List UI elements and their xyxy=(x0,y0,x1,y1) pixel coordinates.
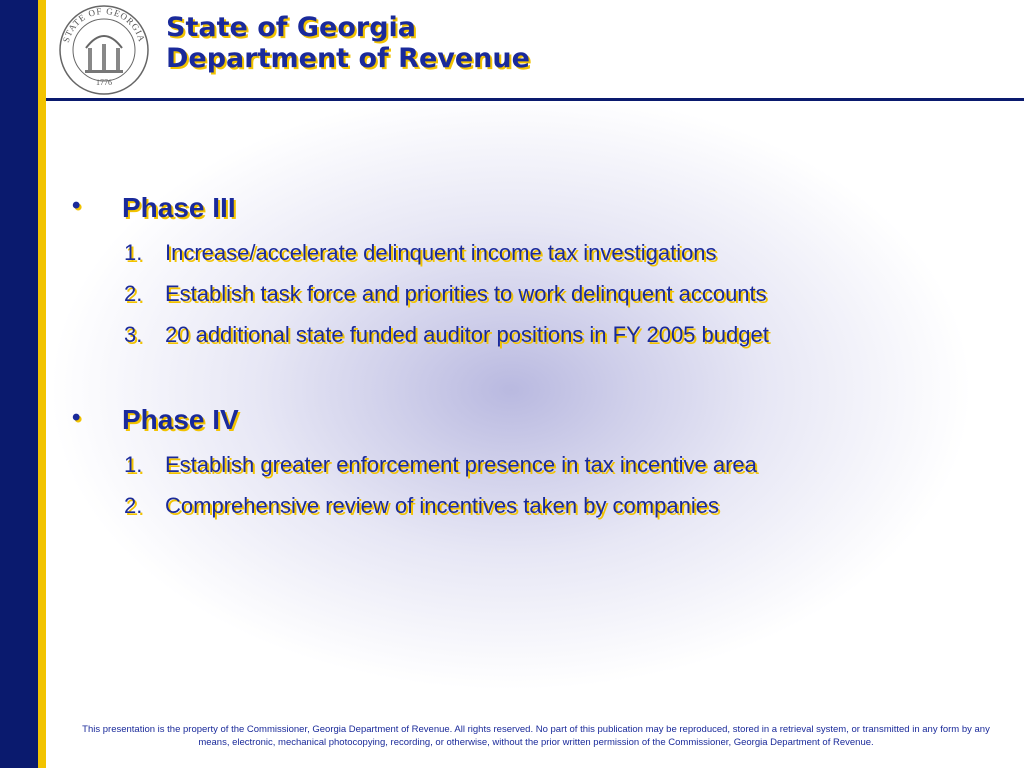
item-text: Comprehensive review of incentives taken by companies xyxy=(165,493,719,518)
page-title xyxy=(166,12,530,74)
phase-heading xyxy=(46,402,1024,446)
svg-text:1776: 1776 xyxy=(96,78,112,87)
copyright-footer xyxy=(66,723,1006,749)
item-number: 1. xyxy=(124,452,143,477)
svg-text:STATE OF GEORGIA: STATE OF GEORGIA xyxy=(60,5,148,44)
phase-title: Phase IV xyxy=(122,404,239,435)
left-gold-bar xyxy=(38,0,46,768)
spacer xyxy=(46,357,1024,402)
georgia-state-seal xyxy=(58,4,150,96)
item-text: 20 additional state funded auditor positions in FY 2005 budget xyxy=(165,322,769,347)
list-item xyxy=(46,234,1024,275)
list-item xyxy=(46,316,1024,357)
header-divider xyxy=(46,98,1024,101)
item-number: 2. xyxy=(124,281,143,306)
title-line-1: State of Georgia xyxy=(166,12,417,43)
item-text: Increase/accelerate delinquent income tax investigations xyxy=(165,240,717,265)
item-number: 1. xyxy=(124,240,143,265)
list-item xyxy=(46,275,1024,316)
item-number: 3. xyxy=(124,322,143,347)
footer-line-1: This presentation is the property of the Commissioner, Georgia Department of Revenue. All rights reserved. No part of this publication may be reproduced, stored in a retrieval system, or transmitted in any form by any xyxy=(82,724,990,735)
item-text: Establish greater enforcement presence in tax incentive area xyxy=(165,452,757,477)
list-item xyxy=(46,446,1024,487)
phase-title: Phase III xyxy=(122,192,236,223)
bullet-icon: • xyxy=(72,192,81,219)
phase-heading xyxy=(46,190,1024,234)
list-item xyxy=(46,487,1024,528)
slide-content xyxy=(46,190,1024,528)
slide xyxy=(46,0,1024,768)
item-number: 2. xyxy=(124,493,143,518)
title-line-2: Department of Revenue xyxy=(166,43,530,74)
bullet-icon: • xyxy=(72,404,81,431)
left-navy-bar xyxy=(0,0,38,768)
footer-line-2: means, electronic, mechanical photocopying, recording, or otherwise, without the prior written permission of the Commissioner, Georgia Department of Revenue. xyxy=(198,737,874,748)
item-text: Establish task force and priorities to work delinquent accounts xyxy=(165,281,767,306)
